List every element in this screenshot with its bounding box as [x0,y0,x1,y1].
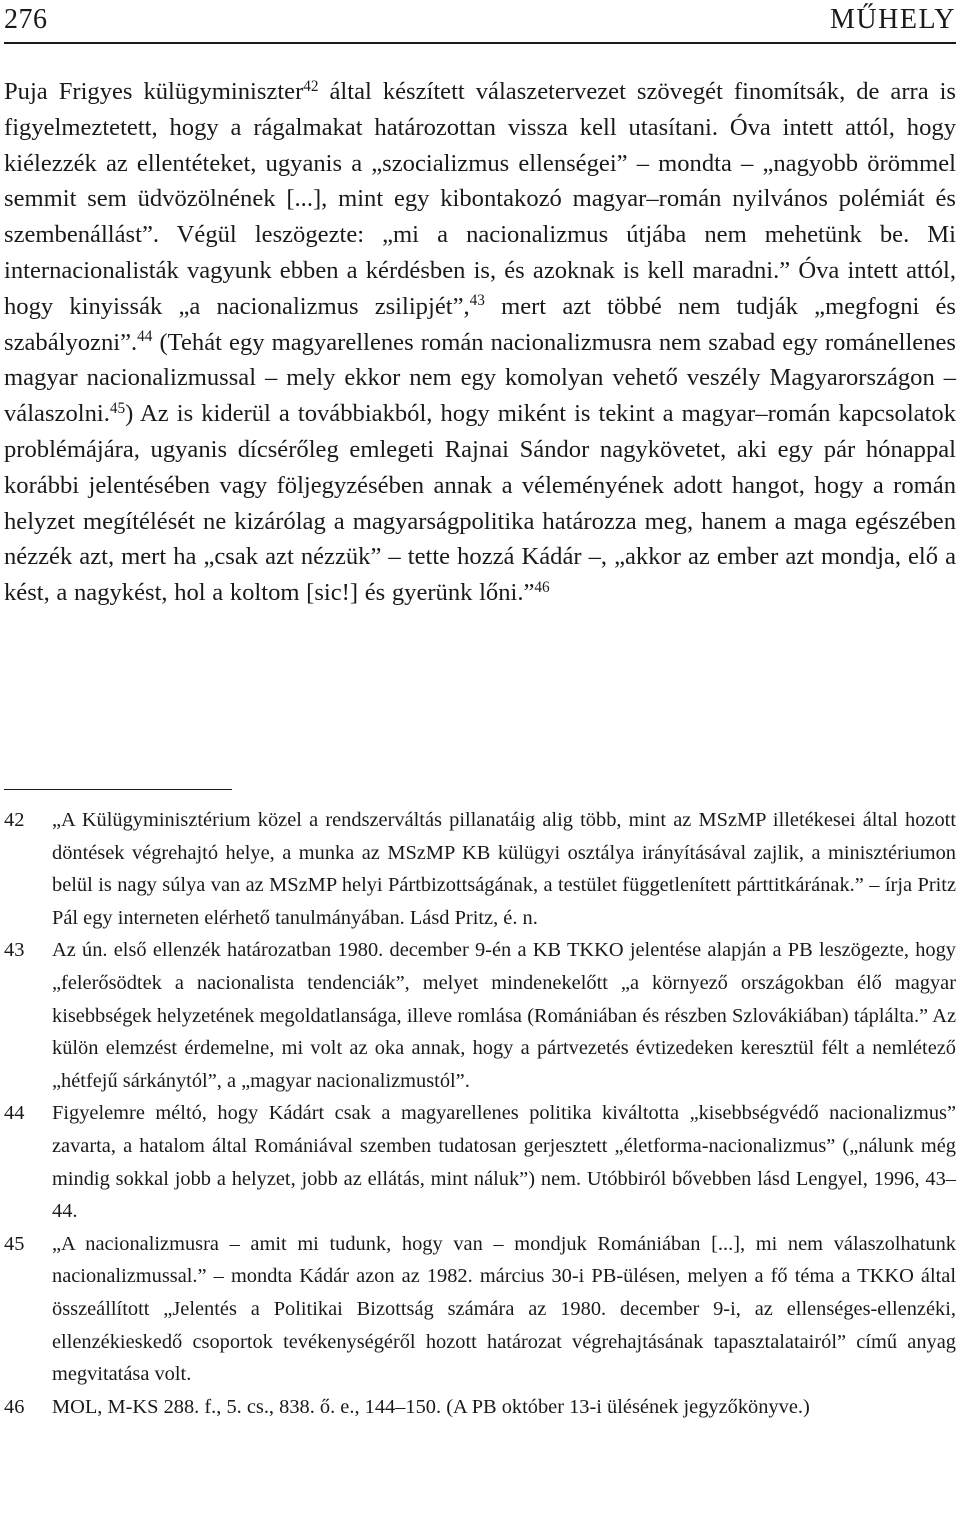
footnote-rule [4,789,232,790]
footnote-42 [4,804,956,934]
footnote-44 [4,1097,956,1227]
footnote-43 [4,934,956,1097]
page-header [4,0,956,44]
footnote-text: „A Külügyminisztérium közel a rendszerváltás pillanatáig alig több, mint az MSzMP illetékesei által hozott döntések végrehajtó helye, a munka az MSzMP KB külügyi osztálya irányításával zajlik, a minisztériumon belül is nagy súlya van az MSzMP helyi Pártbizottságának, a testület függetlenített párttitkárának.” – írja Pritz Pál egy interneten elérhető tanulmányában. Lásd Pritz, é. n. [52,809,956,929]
footnote-ref-42[interactable]: 42 [303,77,319,95]
footnote-number: 46 [4,1395,25,1418]
footnote-ref-43[interactable]: 43 [469,292,485,310]
footnote-text: MOL, M-KS 288. f., 5. cs., 838. ő. e., 144–150. (A PB október 13-i ülésének jegyzőkönyve.) [52,1395,810,1418]
running-head: MŰHELY [830,4,956,35]
footnote-text: „A nacionalizmusra – amit mi tudunk, hogy van – mondjuk Romániában [...], mi nem válaszolhatunk nacionalizmussal.” – mondta Kádár azon az 1982. március 30-i PB-ülésen, melyen a fő téma a TKKO által összeállított „Jelentés a Politikai Bizottság számára az 1980. december 9-i, az ellenséges-ellenzéki, ellenzékieskedő csoportok tevékenységéről hozott határozat végrehajtásának tapasztalatairól” című anyag megvitatása volt. [52,1232,956,1386]
header-rule [4,42,956,44]
footnote-ref-45[interactable]: 45 [109,399,126,417]
body-text-segment: ) Az is kiderül a továbbiakból, hogy miként is tekint a magyar–román kapcsolatok problémájára, ugyanis dícsérőleg emlegeti Rajnai Sándor nagykövetet, aki egy pár hónappal korábbi jelentésében vagy följegyzésében annak a véleményének adott hangot, hogy a román helyzet megítélését ne kizárólag a magyarságpolitika határozza meg, hanem a maga egészében nézzék azt, mert ha „csak azt nézzük” – tette hozzá Kádár –, „akkor az ember azt mondja, elő a kést, a nagykést, hol a koltom [sic!] és gyerünk lőni.” [4,400,956,607]
body-text-segment: által készített válaszetervezet szövegét finomítsák, de arra is figyelmeztetett, hogy a rágalmakat határozottan vissza kell utasítani. Óva intett attól, hogy kiélezzék az ellentéteket, ugyanis a „szocializmus ellenségei” – mondta – „nagyobb örömmel semmit sem üdvözölnének [...], mint egy kibontakozó magyar–román nyilvános polémiát és szembenállást”. Végül leszögezte: „mi a nacionalizmus útjába nem mehetünk be. Mi internacionalisták vagyunk ebben a kérdésben is, és azoknak is kell maradni.” Óva intett attól, hogy kinyissák „a nacionalizmus zsilipjét”, [4,78,956,320]
page-number: 276 [4,4,48,35]
footnote-text: Figyelemre méltó, hogy Kádárt csak a magyarellenes politika kiváltotta „kisebbségvédő nacionalizmus” zavarta, a hatalom által Romániával szemben tudatosan gerjesztett „életforma-nacionalizmus” („nálunk még mindig sokkal jobb a helyzet, jobb az ellátás, mint náluk”) nem. Utóbbiról bővebben lásd Lengyel, 1996, 43–44. [52,1102,956,1223]
footnote-46 [4,1391,956,1424]
footnote-45 [4,1228,956,1391]
body-paragraph [4,74,956,611]
footnote-ref-46[interactable]: 46 [534,578,550,596]
footnote-number: 43 [4,939,25,962]
footnote-ref-44[interactable]: 44 [137,328,153,346]
body-text-segment: Puja Frigyes külügyminiszter [4,78,304,105]
footnote-text: Az ún. első ellenzék határozatban 1980. december 9-én a KB TKKO jelentése alapján a PB leszögezte, hogy „felerősödtek a nacionalista tendenciák”, melyet mindenekelőtt „a környező országokban élő magyar kisebbségek helyzetének megoldatlansága, illeve romlása (Romániában és részben Szlovákiában) táplálta.” Az külön elemzést érdemelne, mi volt az oka annak, hogy a pártvezetés évtizedeken keresztül félt a nemlétező „hétfejű sárkánytól”, a „magyar nacionalizmustól”. [52,939,956,1092]
footnotes [4,804,956,1423]
body-text [4,74,956,611]
footnote-number: 45 [4,1232,25,1255]
footnote-number: 44 [4,1102,25,1125]
body-text-segment: (Tehát egy magyarellenes román nacionalizmusra nem szabad egy románellenes magyar nacionalizmussal – mely ekkor nem egy komolyan vehető veszély Magyarországon – válaszolni. [4,328,956,428]
body-text-segment: mert azt többé nem tudják „megfogni és szabályozni”. [4,292,956,356]
footnote-number: 42 [4,809,25,831]
